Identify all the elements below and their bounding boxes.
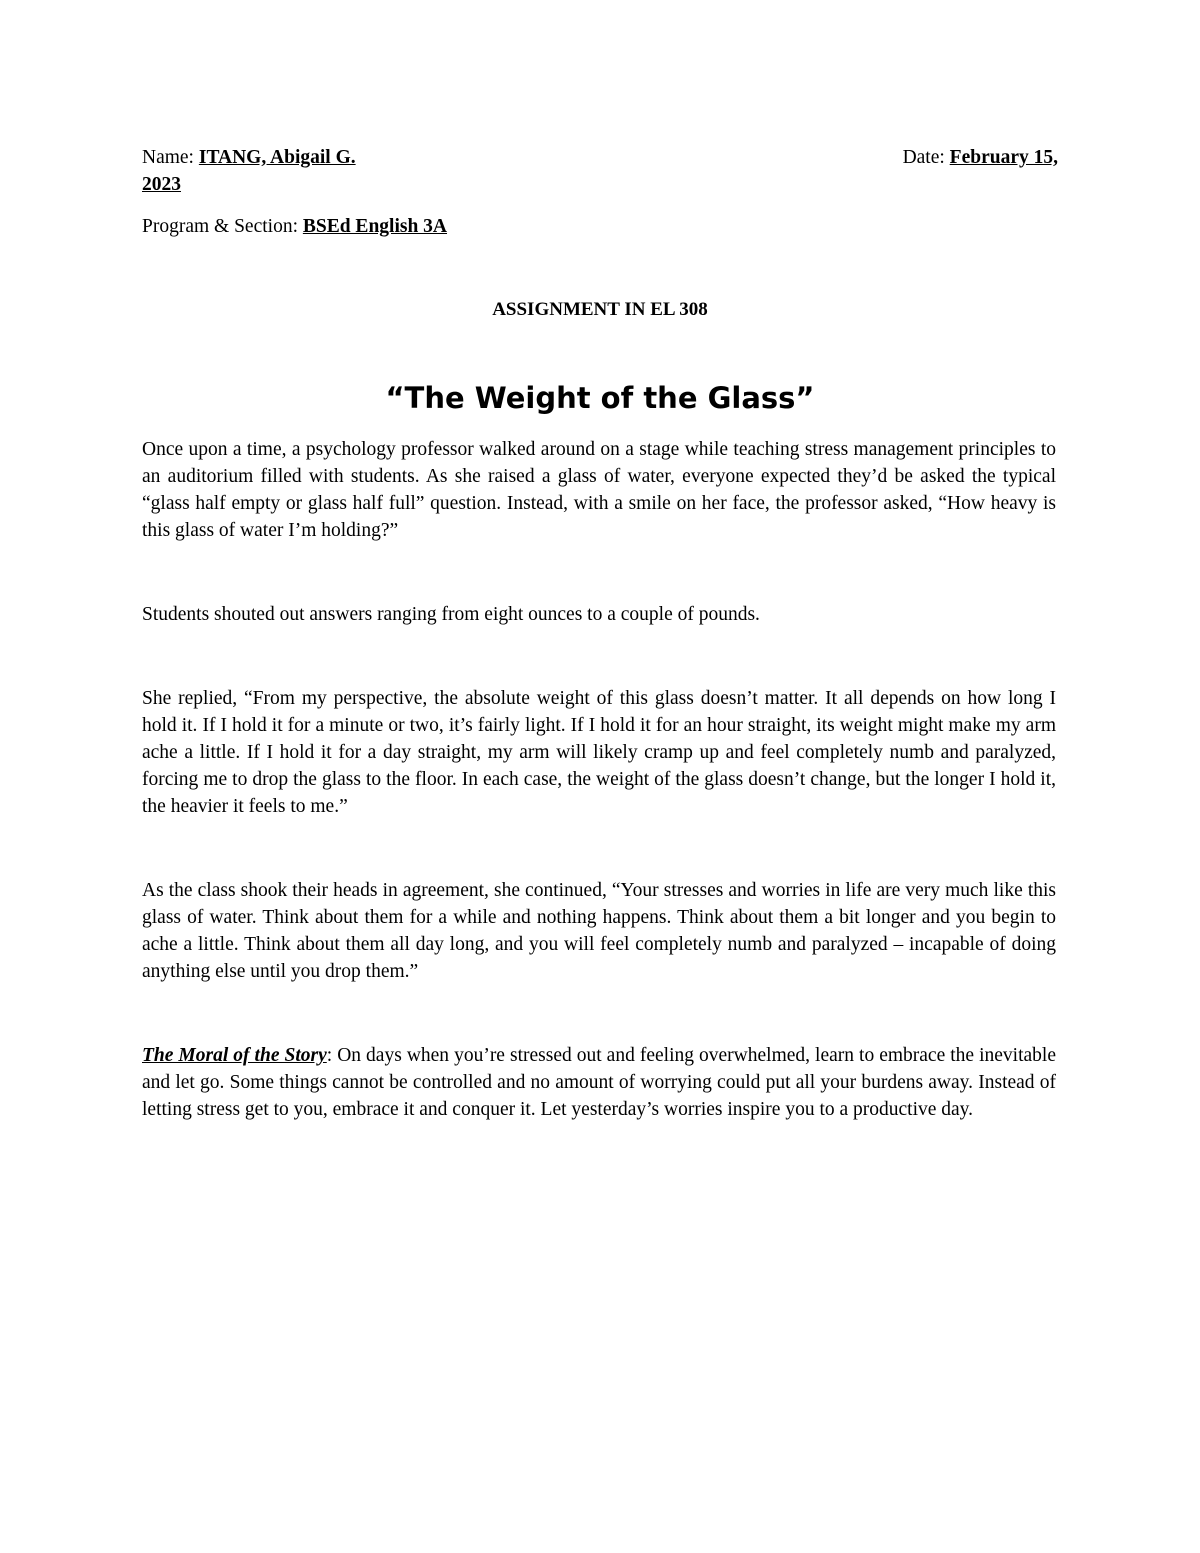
paragraph-4: As the class shook their heads in agreement, she continued, “Your stresses and worries in life are very much like this glass of water. Think about them for a while and nothing happens. Think about them a bit longer and you begin to ache a little. Think about them all day long, and you will feel completely numb and paralyzed – incapable of doing anything else until you drop them.” [142, 880, 1056, 982]
date-label: Date: [902, 147, 950, 168]
header-name-date [142, 144, 1058, 198]
paragraph-2: Students shouted out answers ranging from eight ounces to a couple of pounds. [142, 604, 760, 625]
paragraph-1: Once upon a time, a psychology professor walked around on a stage while teaching stress management principles to an auditorium filled with students. As she raised a glass of water, everyone expected they’d be asked the typical “glass half empty or glass half full” question. Instead, with a smile on her face, the professor asked, “How heavy is this glass of water I’m holding?” [142, 439, 1056, 541]
assignment-heading: ASSIGNMENT IN EL 308 [492, 299, 708, 320]
program-label: Program & Section: [142, 216, 303, 237]
moral-text: : On days when you’re stressed out and feeling overwhelmed, learn to embrace the inevitable and let go. Some things cannot be controlled and no amount of worrying could put all your burdens away. Instead of letting stress get to you, embrace it and conquer it. Let yesterday’s worries inspire you to a productive day. [142, 1045, 1056, 1120]
date-field [903, 144, 1058, 171]
program-value: BSEd English 3A [302, 216, 448, 237]
date-year: 2023 [142, 174, 181, 195]
story-title: “The Weight of the Glass” [385, 381, 815, 415]
name-field [142, 144, 356, 171]
name-label: Name: [142, 147, 199, 168]
moral-paragraph [142, 1042, 1056, 1123]
program-section-field [142, 213, 447, 240]
name-value: ITANG, Abigail G. [198, 147, 356, 168]
moral-label: The Moral of the Story [142, 1045, 327, 1066]
date-value: February 15, [949, 147, 1058, 168]
paragraph-3: She replied, “From my perspective, the absolute weight of this glass doesn’t matter. It all depends on how long I hold it. If I hold it for a minute or two, it’s fairly light. If I hold it for an hour straight, its weight might make my arm ache a little. If I hold it for a day straight, my arm will likely cramp up and feel completely numb and paralyzed, forcing me to drop the glass to the floor. In each case, the weight of the glass doesn’t change, but the longer I hold it, the heavier it feels to me.” [142, 688, 1056, 817]
